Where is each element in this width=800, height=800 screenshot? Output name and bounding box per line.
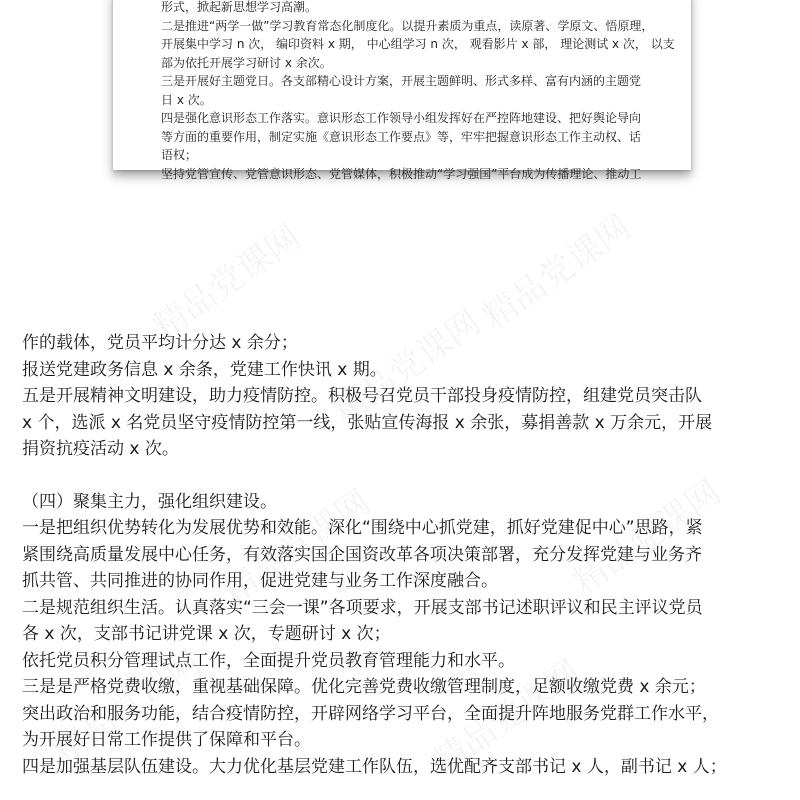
text-line: 报送党建政务信息 x 余条，党建工作快讯 x 期。 bbox=[22, 359, 387, 380]
text-line: 二是规范组织生活。认真落实“三会一课”各项要求，开展支部书记述职评议和民主评议党员 bbox=[22, 597, 703, 618]
section-heading: （四）聚集主力，强化组织建设。 bbox=[22, 491, 277, 512]
preview-line: 开展集中学习 n 次， 编印资料 x 期， 中心组学习 n 次， 观看影片 x 部， 理论测试 x 次， 以支 bbox=[161, 37, 675, 51]
text-line: 紧围绕高质量发展中心任务，有效落实国企国资改革各项决策部署，充分发挥党建与业务齐 bbox=[22, 544, 702, 565]
preview-line: 等方面的重要作用，制定实施《意识形态工作要点》等，牢牢把握意识形态工作主动权、话 bbox=[161, 129, 642, 144]
preview-line: 二是推进“两学一做”学习教育常态化制度化。以提升素质为重点，读原著、学原文、悟原理， bbox=[161, 18, 654, 33]
preview-line: 四是强化意识形态工作落实。意识形态工作领导小组发挥好在严控阵地建设、把好舆论导向 bbox=[161, 111, 642, 125]
paragraph-1 bbox=[22, 330, 782, 463]
text-line: x 个，选派 x 名党员坚守疫情防控第一线，张贴宣传海报 x 余张，募捐善款 x 万余元，开展 bbox=[22, 412, 713, 433]
page-preview-text bbox=[161, 0, 675, 183]
text-line: 为开展好日常工作提供了保障和平台。 bbox=[22, 730, 311, 750]
text-line: 五是开展精神文明建设，助力疫情防控。积极号召党员干部投身疫情防控，组建党员突击队 bbox=[22, 386, 702, 406]
preview-line: 形式，掀起新思想学习高潮。 bbox=[161, 0, 318, 14]
preview-line: 三是开展好主题党日。各支部精心设计方案，开展主题鲜明、形式多样、富有内涵的主题党 bbox=[161, 74, 642, 88]
text-line: 依托党员积分管理试点工作，全面提升党员教育管理能力和水平。 bbox=[22, 650, 515, 671]
text-line: 作的载体，党员平均计分达 x 余分； bbox=[22, 333, 298, 353]
paragraph-gap bbox=[22, 463, 782, 489]
text-line: 各 x 次，支部书记讲党课 x 次，专题研讨 x 次； bbox=[22, 624, 391, 644]
preview-line: 坚持党管宣传、党管意识形态、党管媒体，积极推动“学习强国”平台成为传播理论、推动工 bbox=[161, 166, 642, 181]
text-line: 四是加强基层队伍建设。大力优化基层党建工作队伍，选优配齐支部书记 x 人，副书记 x 人； bbox=[22, 756, 727, 777]
text-line: 突出政治和服务功能，结合疫情防控，开辟网络学习平台，全面提升阵地服务党群工作水平， bbox=[22, 703, 719, 724]
text-line: 一是把组织优势转化为发展优势和效能。深化“围绕中心抓党建，抓好党建促中心”思路，紧 bbox=[22, 518, 703, 538]
watermark bbox=[141, 211, 308, 349]
text-line: 捐资抗疫活动 x 次。 bbox=[22, 439, 179, 459]
paragraph-2 bbox=[22, 489, 782, 781]
page-preview-card bbox=[113, 0, 691, 181]
document-body bbox=[22, 330, 782, 780]
preview-line: 日 x 次。 bbox=[161, 92, 212, 107]
text-line: 抓共管、共同推进的协同作用，促进党建与业务工作深度融合。 bbox=[22, 571, 498, 591]
text-line: 三是是严格党费收缴，重视基础保障。优化完善党费收缴管理制度，足额收缴党费 x 余元； bbox=[22, 677, 706, 697]
preview-line: 部为依托开展学习研讨 x 余次。 bbox=[161, 55, 332, 70]
watermark bbox=[471, 201, 638, 339]
preview-line: 语权； bbox=[161, 148, 198, 162]
